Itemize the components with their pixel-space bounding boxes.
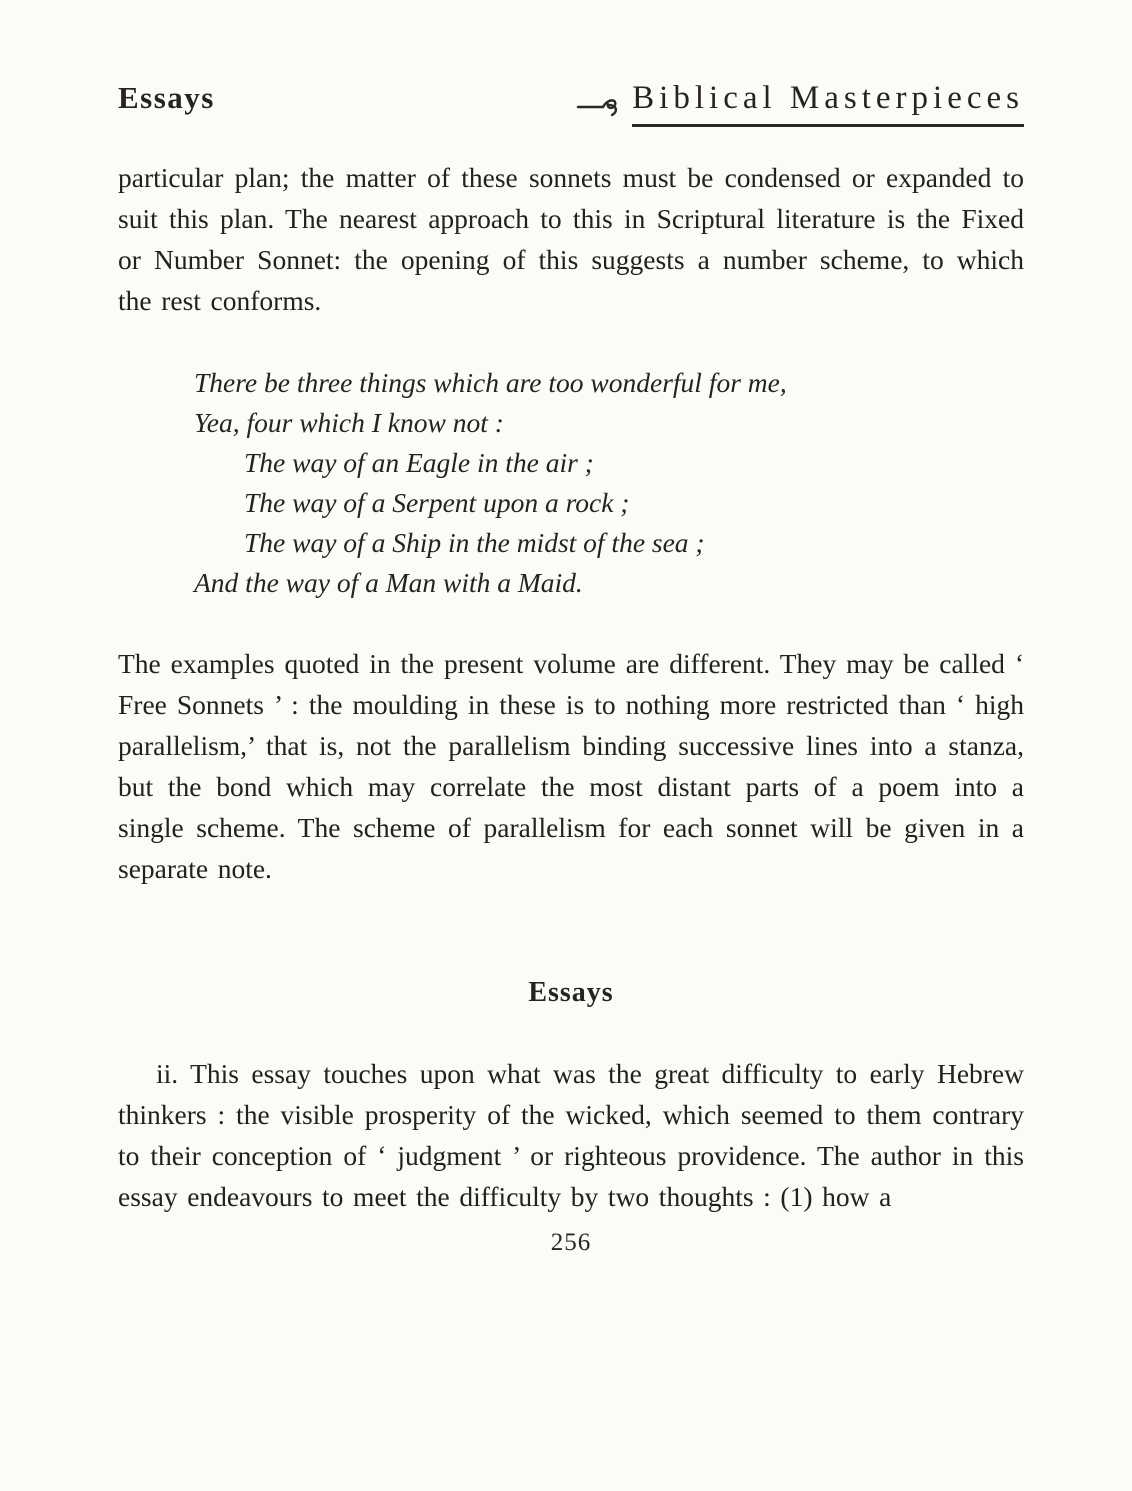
quote-line: The way of a Ship in the midst of the sea ; (244, 527, 705, 558)
fleuron-icon (576, 95, 622, 119)
quote-line: Yea, four which I know not : (194, 407, 504, 438)
running-header-title: Biblical Masterpieces (632, 80, 1024, 127)
quotation-block (194, 363, 1024, 603)
running-header-left: Essays (118, 80, 215, 115)
body-paragraph-2: The examples quoted in the present volume are different. They may be called ‘ Free Sonnets ’ : the moulding in these is to nothing more restricted than ‘ high parallelism,’ that is, not the parallelism binding successive lines into a stanza, but the bond which may correlate the most distant parts of a poem into a single scheme. The scheme of parallelism for each sonnet will be given in a separate note. (118, 648, 1024, 884)
quote-line: The way of a Serpent upon a rock ; (244, 487, 630, 518)
quote-line: And the way of a Man with a Maid. (194, 567, 583, 598)
section-heading: Essays (528, 977, 614, 1008)
quote-line: The way of an Eagle in the air ; (244, 447, 594, 478)
running-header (118, 80, 1024, 127)
running-header-right (576, 80, 1024, 127)
body-paragraph-3: ii. This essay touches upon what was the great difficulty to early Hebrew thinkers : the visible prosperity of the wicked, which seemed to them contrary to their conception of ‘ judgment ’ or righteous providence. The author in this essay endeavours to meet the difficulty by two thoughts : (1) how a (118, 1058, 1024, 1212)
page-number: 256 (550, 1229, 592, 1256)
body-paragraph-1: particular plan; the matter of these sonnets must be condensed or expanded to suit this plan. The nearest approach to this in Scriptural literature is the Fixed or Number Sonnet: the opening of this suggests a number scheme, to which the rest conforms. (118, 162, 1024, 316)
quote-line: There be three things which are too wonderful for me, (194, 367, 787, 398)
